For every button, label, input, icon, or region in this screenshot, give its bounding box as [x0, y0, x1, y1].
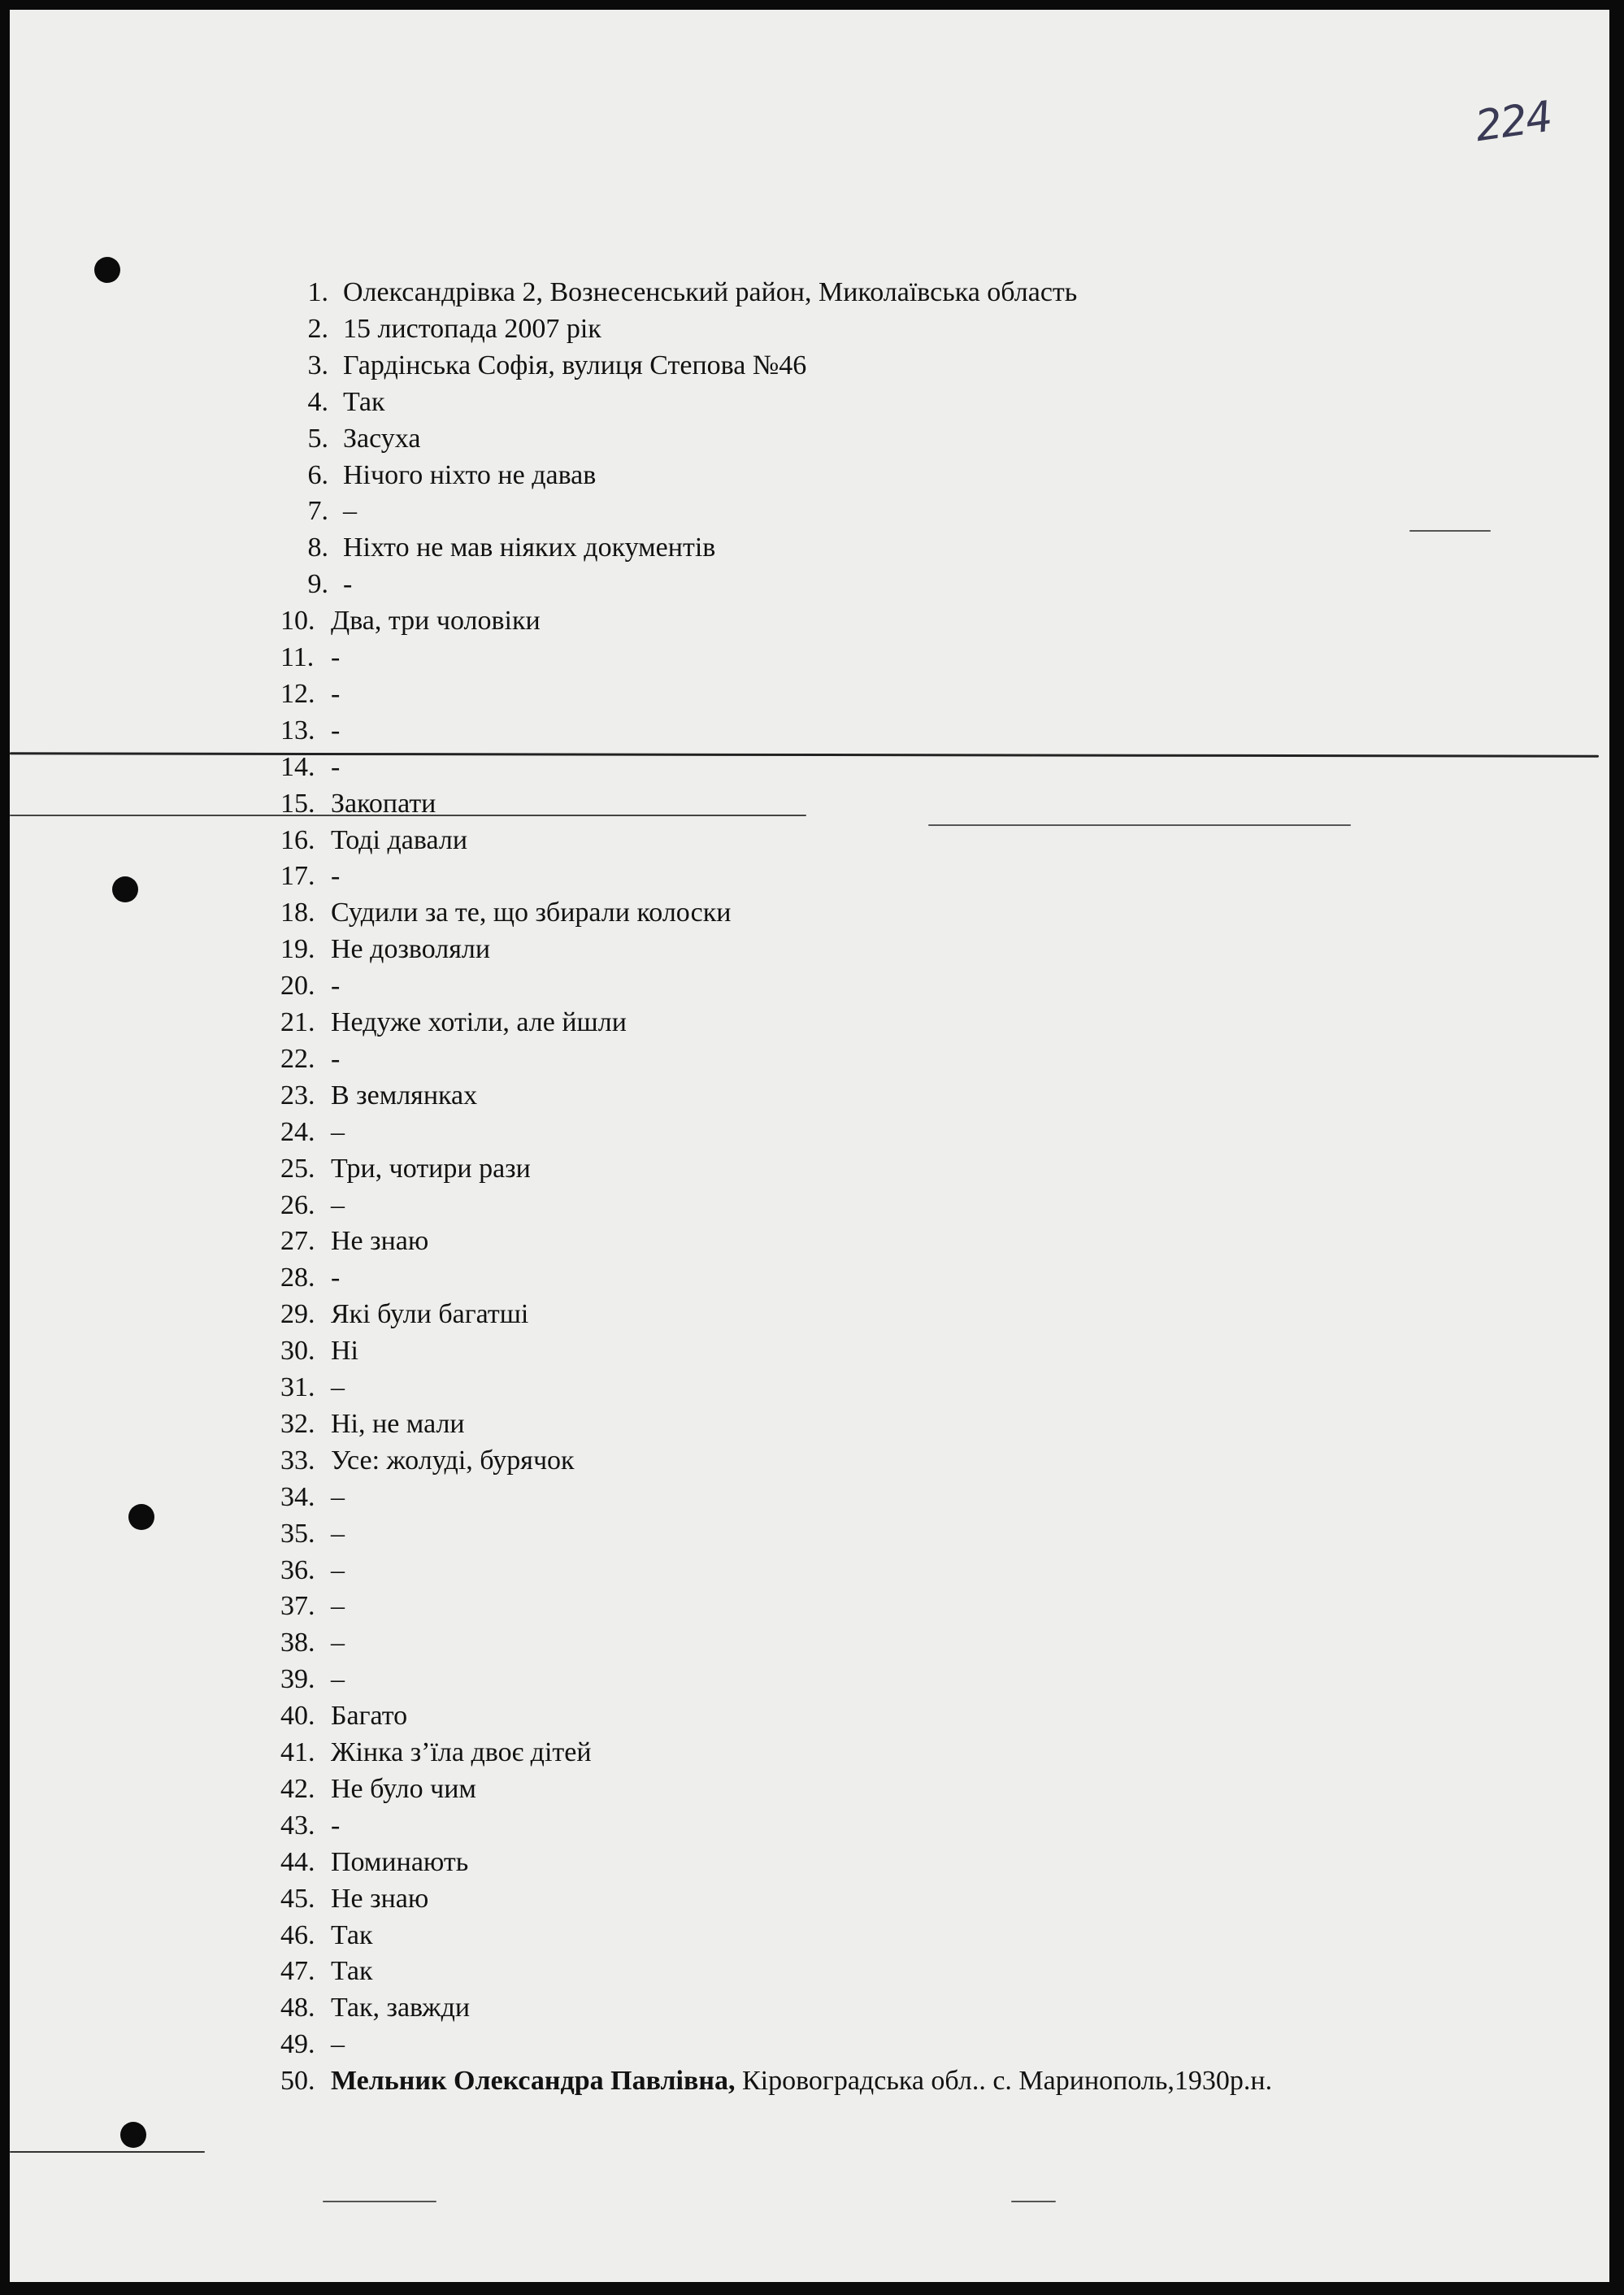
respondent-name: Мельник Олександра Павлівна,	[331, 2066, 736, 2096]
answer-item	[284, 348, 806, 384]
answer-text: –	[331, 1482, 345, 1512]
answer-number: 7.	[307, 496, 328, 526]
answer-number: 8.	[307, 532, 328, 563]
answer-number: 29.	[280, 1299, 315, 1329]
answer-number: 22.	[280, 1044, 315, 1074]
answer-item	[280, 786, 436, 822]
answer-number: 9.	[307, 569, 328, 599]
answer-number: 1.	[307, 277, 328, 307]
answer-text: –	[331, 1591, 345, 1621]
answer-item	[280, 1151, 531, 1187]
answer-text: Так	[331, 1920, 373, 1950]
answer-item	[280, 1078, 477, 1114]
answer-text: Усе: жолуді, бурячок	[331, 1445, 575, 1476]
answer-item	[284, 567, 352, 602]
answer-item	[280, 1625, 345, 1661]
answer-item	[280, 1406, 465, 1442]
answer-text: Не знаю	[331, 1226, 429, 1256]
answer-number: 39.	[280, 1664, 315, 1694]
answer-number: 36.	[280, 1555, 315, 1585]
answer-item	[280, 1553, 345, 1589]
answer-text: -	[331, 1810, 341, 1841]
answer-item	[284, 275, 1077, 311]
answer-text: Жінка з’їла двоє дітей	[331, 1737, 592, 1767]
answer-text: Два, три чоловіки	[331, 606, 541, 636]
answer-item	[280, 858, 340, 894]
answer-text: –	[331, 1555, 345, 1585]
answer-item	[280, 1735, 592, 1771]
answer-item	[280, 1662, 345, 1697]
answer-text: В землянках	[331, 1080, 478, 1111]
answer-number: 24.	[280, 1117, 315, 1147]
answer-number: 40.	[280, 1701, 315, 1731]
answer-item	[280, 1990, 470, 2026]
answer-item	[280, 1808, 340, 1844]
answer-text: Так	[343, 387, 385, 417]
answer-text: -	[331, 861, 341, 891]
answer-text: -	[331, 752, 341, 782]
answer-number: 34.	[280, 1482, 315, 1512]
answer-number: 19.	[280, 934, 315, 964]
answer-number: 33.	[280, 1445, 315, 1476]
answer-number: 14.	[280, 752, 315, 782]
answer-text: Не було чим	[331, 1774, 476, 1804]
answer-text: Не дозволяли	[331, 934, 491, 964]
answer-text: -	[331, 1044, 341, 1074]
answer-text: –	[331, 1664, 345, 1694]
answer-text: Ні, не мали	[331, 1409, 465, 1439]
answer-number: 47.	[280, 1956, 315, 1986]
answer-item	[280, 603, 541, 639]
page-number: 224	[1472, 92, 1554, 152]
document-page	[10, 10, 1609, 2282]
answer-item	[280, 1115, 345, 1150]
answer-text: Так, завжди	[331, 1993, 471, 2023]
answer-item	[280, 1333, 358, 1369]
answer-text: –	[343, 496, 357, 526]
answer-number: 17.	[280, 861, 315, 891]
answer-number: 28.	[280, 1263, 315, 1293]
answer-number: 37.	[280, 1591, 315, 1621]
answer-item	[280, 1698, 407, 1734]
answer-number: 35.	[280, 1519, 315, 1549]
answer-item	[280, 1954, 373, 1989]
answer-number: 21.	[280, 1007, 315, 1037]
answer-item	[280, 1370, 345, 1406]
answer-number: 46.	[280, 1920, 315, 1950]
answer-text: –	[331, 1628, 345, 1658]
answer-item	[280, 1881, 428, 1917]
answer-number: 12.	[280, 679, 315, 709]
answer-number: 25.	[280, 1154, 315, 1184]
answer-text: Ні	[331, 1336, 358, 1366]
answer-number: 4.	[307, 387, 328, 417]
answer-text: –	[331, 1117, 345, 1147]
answer-text: -	[343, 569, 353, 599]
answer-number: 32.	[280, 1409, 315, 1439]
answer-item	[280, 1918, 373, 1954]
answer-item	[280, 750, 340, 785]
answer-text: Поминають	[331, 1847, 469, 1877]
answer-item	[280, 713, 340, 749]
answer-number: 45.	[280, 1884, 315, 1914]
answer-item	[280, 968, 340, 1004]
answer-text: –	[331, 1372, 345, 1402]
answer-item	[280, 676, 340, 712]
answer-item	[284, 458, 596, 493]
answer-number: 30.	[280, 1336, 315, 1366]
answer-text: Кіровоградська обл.. с. Маринополь,1930р.н.	[735, 2066, 1273, 2096]
answer-text: Засуха	[343, 424, 421, 454]
answer-number: 13.	[280, 715, 315, 745]
answer-number: 41.	[280, 1737, 315, 1767]
answer-number: 42.	[280, 1774, 315, 1804]
answer-number: 18.	[280, 898, 315, 928]
answer-text: Недуже хотіли, але йшли	[331, 1007, 627, 1037]
answer-number: 44.	[280, 1847, 315, 1877]
answer-item	[280, 1480, 345, 1515]
answer-text: –	[331, 2029, 345, 2059]
answer-number: 11.	[280, 642, 315, 672]
answer-number: 27.	[280, 1226, 315, 1256]
answer-item	[280, 895, 731, 931]
answer-item	[280, 1516, 345, 1552]
answer-item	[280, 1188, 345, 1224]
answer-item	[280, 2063, 1272, 2099]
answer-text: -	[331, 642, 341, 672]
answer-number: 31.	[280, 1372, 315, 1402]
answer-text: Ніхто не мав ніяких документів	[343, 532, 716, 563]
answer-item	[280, 932, 490, 967]
answer-item	[284, 530, 715, 566]
answer-number: 16.	[280, 825, 315, 855]
answer-item	[280, 1041, 340, 1077]
answer-text: Не знаю	[331, 1884, 429, 1914]
answer-text: Тоді давали	[331, 825, 468, 855]
answer-text: Олександрівка 2, Вознесенський район, Миколаївська область	[343, 277, 1078, 307]
answer-item	[280, 2027, 345, 2062]
answer-item	[280, 1771, 476, 1807]
answer-text: Так	[331, 1956, 373, 1986]
answer-number: 2.	[307, 314, 328, 344]
answer-item	[280, 1443, 575, 1479]
answer-text: Багато	[331, 1701, 408, 1731]
answer-text: -	[331, 715, 341, 745]
answer-number: 20.	[280, 971, 315, 1001]
answer-number: 48.	[280, 1993, 315, 2023]
answer-text: Нічого ніхто не давав	[343, 460, 597, 490]
answer-text: -	[331, 971, 341, 1001]
answer-item	[280, 640, 340, 676]
answer-number: 6.	[307, 460, 328, 490]
answer-number: 49.	[280, 2029, 315, 2059]
answer-number: 15.	[280, 789, 315, 819]
answer-item	[280, 1224, 428, 1259]
answer-text: -	[331, 1263, 341, 1293]
answer-item	[284, 311, 601, 347]
answer-item	[284, 493, 357, 529]
answer-text: –	[331, 1519, 345, 1549]
answer-text: 15 листопада 2007 рік	[343, 314, 601, 344]
answer-text: –	[331, 1190, 345, 1220]
answer-item	[280, 1260, 340, 1296]
answer-number: 38.	[280, 1628, 315, 1658]
answer-item	[280, 1297, 528, 1332]
answer-item	[280, 823, 467, 858]
answer-number: 26.	[280, 1190, 315, 1220]
answer-item	[280, 1005, 627, 1041]
answer-number: 23.	[280, 1080, 315, 1111]
answer-number: 10.	[280, 606, 315, 636]
answer-text: Три, чотири рази	[331, 1154, 531, 1184]
answer-list	[10, 10, 1609, 2282]
answer-item	[280, 1845, 468, 1880]
answer-number: 3.	[307, 350, 328, 380]
answer-item	[280, 1589, 345, 1624]
answer-text: Які були багатші	[331, 1299, 529, 1329]
answer-number: 50.	[280, 2066, 315, 2096]
answer-text: Судили за те, що збирали колоски	[331, 898, 732, 928]
answer-item	[284, 421, 420, 457]
answer-text: Закопати	[331, 789, 436, 819]
answer-text: -	[331, 679, 341, 709]
answer-number: 5.	[307, 424, 328, 454]
answer-text: Гардінська Софія, вулиця Степова №46	[343, 350, 807, 380]
answer-item	[284, 385, 385, 420]
answer-number: 43.	[280, 1810, 315, 1841]
